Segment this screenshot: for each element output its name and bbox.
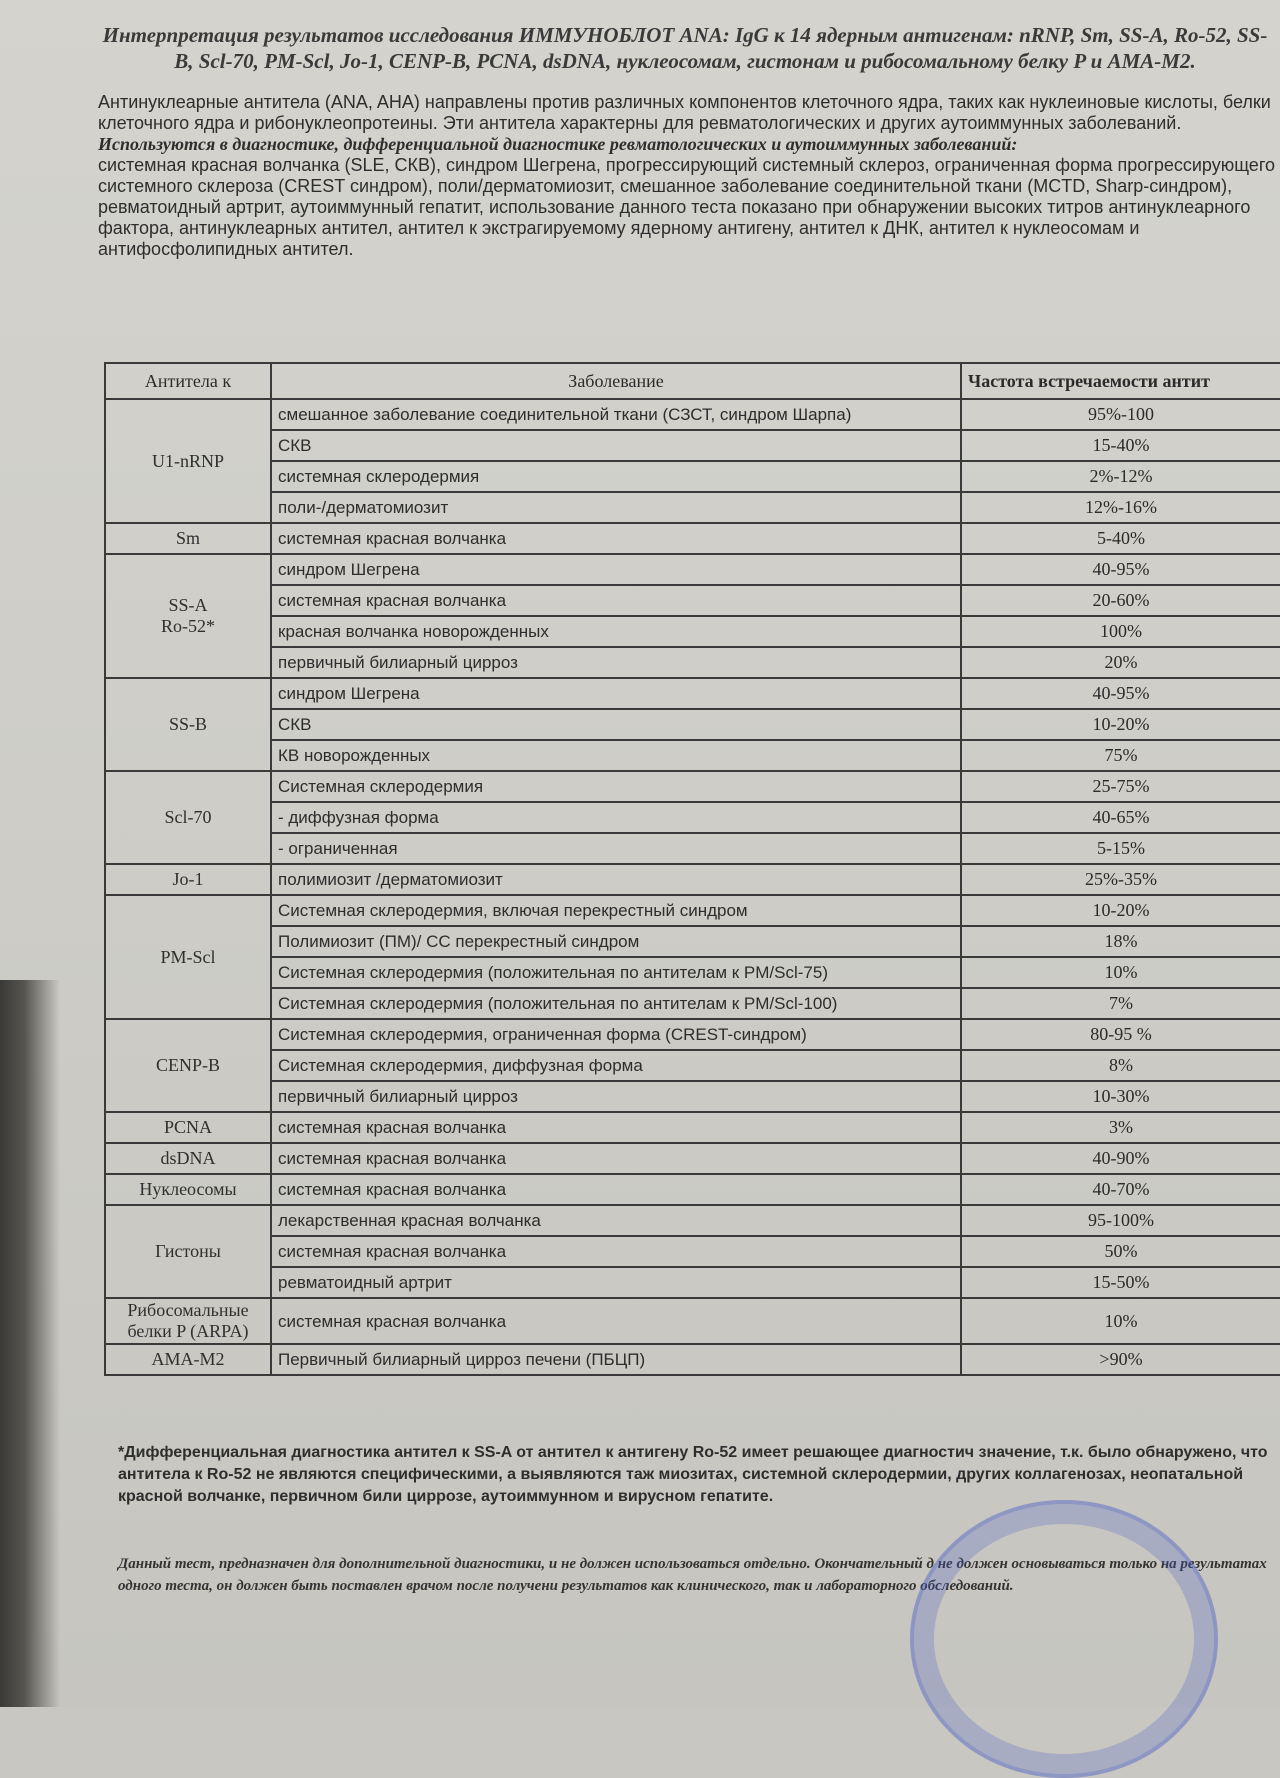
frequency-cell: 5-40% [961,523,1280,554]
disease-cell: Системная склеродермия [271,771,961,802]
disease-cell: системная красная волчанка [271,523,961,554]
antibody-cell: SS-B [105,678,271,771]
table-row [105,1112,1280,1143]
disease-cell: системная красная волчанка [271,585,961,616]
table-row [105,1298,1280,1344]
header-antibody: Антитела к [105,363,271,399]
document-title: Интерпретация результатов исследования ИММУНОБЛОТ ANA: IgG к 14 ядерным антигенам: nRNP, Sm, SS-A, Ro-52, SS-B, Scl-70, PM-Scl, Jo-1, CENP-B, PCNA, dsDNA, нуклеосомам, гистонам и рибосомальному белку P и АМА-М2. [102,23,1268,73]
table-row [105,554,1280,585]
disease-cell: системная красная волчанка [271,1298,961,1344]
table-row [105,1081,1280,1112]
disease-cell: Системная склеродермия (положительная по антителам к PM/Scl-100) [271,988,961,1019]
frequency-cell: 25-75% [961,771,1280,802]
frequency-cell: 95-100% [961,1205,1280,1236]
table-row [105,678,1280,709]
disease-cell: лекарственная красная волчанка [271,1205,961,1236]
disease-cell: Системная склеродермия (положительная по антителам к PM/Scl-75) [271,957,961,988]
table-row [105,430,1280,461]
frequency-cell: 15-40% [961,430,1280,461]
antibody-cell: Sm [105,523,271,554]
table-row [105,802,1280,833]
table-row [105,616,1280,647]
antibody-cell: Рибосомальные белки P (ARPA) [105,1298,271,1344]
frequency-cell: 10-20% [961,895,1280,926]
table-row [105,1143,1280,1174]
table-row [105,1019,1280,1050]
table-row [105,957,1280,988]
disease-cell: системная красная волчанка [271,1112,961,1143]
table-row [105,647,1280,678]
table-row [105,833,1280,864]
frequency-cell: 10-30% [961,1081,1280,1112]
disease-cell: Системная склеродермия, диффузная форма [271,1050,961,1081]
table-header-row [105,363,1280,399]
disease-cell: первичный билиарный цирроз [271,647,961,678]
table-row [105,864,1280,895]
antibody-cell: Jo-1 [105,864,271,895]
table-row [105,709,1280,740]
frequency-cell: 7% [961,988,1280,1019]
disease-cell: поли-/дерматомиозит [271,492,961,523]
table-row [105,1205,1280,1236]
frequency-cell: 75% [961,740,1280,771]
antibody-cell: U1-nRNP [105,399,271,523]
frequency-cell: 15-50% [961,1267,1280,1298]
table-row [105,1267,1280,1298]
disease-cell: системная склеродермия [271,461,961,492]
table-row [105,1344,1280,1375]
frequency-cell: 10% [961,957,1280,988]
disease-cell: СКВ [271,709,961,740]
frequency-cell: 40-95% [961,678,1280,709]
frequency-cell: 40-95% [961,554,1280,585]
disease-cell: Системная склеродермия, ограниченная форма (CREST-синдром) [271,1019,961,1050]
disease-cell: полимиозит /дерматомиозит [271,864,961,895]
antibody-table [104,362,1280,1376]
disease-cell: - диффузная форма [271,802,961,833]
disease-cell: системная красная волчанка [271,1174,961,1205]
header-frequency: Частота встречаемости антит [961,363,1280,399]
table-row [105,1050,1280,1081]
disclaimer-note: Данный тест, предназначен для дополнительной диагностики, и не должен использоваться отдельно. Окончательный д не должен основываться только на результатах одного теста, он должен быть поставлен врачом после получени результатов как клинического, так и лабораторного обследований. [118,1556,1267,1594]
disease-cell: - ограниченная [271,833,961,864]
frequency-cell: 10% [961,1298,1280,1344]
antibody-cell: CENP-B [105,1019,271,1112]
table-row [105,988,1280,1019]
antibody-cell: AMA-M2 [105,1344,271,1375]
table-row [105,740,1280,771]
disease-cell: красная волчанка новорожденных [271,616,961,647]
footnote-text: *Дифференциальная диагностика антител к SS-A от антител к антигену Ro-52 имеет решающее диагностич значение, т.к. было обнаружено, что антитела к Ro-52 не являются специфическими, а выявляются таж миозитах, системной склеродермии, других коллагенозах, неопатальной красной волчанке, первичном били циррозе, аутоиммунном и вирусном гепатите. [118,1444,1268,1505]
disease-cell: смешанное заболевание соединительной ткани (СЗСТ, синдром Шарпа) [271,399,961,430]
disease-cell: синдром Шегрена [271,678,961,709]
antibody-cell: Гистоны [105,1205,271,1298]
frequency-cell: 80-95 % [961,1019,1280,1050]
usage-paragraph: системная красная волчанка (SLE, СКВ), синдром Шегрена, прогрессирующий системный склероз, ограниченная форма прогрессирующего системного склероза (CREST синдром), поли/дерматомиозит, смешанное заболевание соединительной ткани (MCTD, Sharp-синдром), ревматоидный артрит, аутоиммунный гепатит, использование данного теста показано при обнаружении высоких титров антинуклеарного фактора, антинуклеарных антител, антител к экстрагируемому ядерному антигену, антител к ДНК, антител к нуклеосомам и антифосфолипидных антител. [98,155,1275,259]
disease-cell: первичный билиарный цирроз [271,1081,961,1112]
antibody-cell: PM-Scl [105,895,271,1019]
footnote [118,1442,1278,1508]
disease-cell: синдром Шегрена [271,554,961,585]
antibody-cell: dsDNA [105,1143,271,1174]
frequency-cell: 10-20% [961,709,1280,740]
frequency-cell: 40-70% [961,1174,1280,1205]
frequency-cell: 25%-35% [961,864,1280,895]
table-row [105,461,1280,492]
antibody-cell: Нуклеосомы [105,1174,271,1205]
disease-cell: Первичный билиарный цирроз печени (ПБЦП) [271,1344,961,1375]
disease-cell: Полимиозит (ПМ)/ СС перекрестный синдром [271,926,961,957]
frequency-cell: 20-60% [961,585,1280,616]
disease-cell: системная красная волчанка [271,1143,961,1174]
disease-cell: ревматоидный артрит [271,1267,961,1298]
table-row [105,1236,1280,1267]
frequency-cell: 3% [961,1112,1280,1143]
antibody-cell: Scl-70 [105,771,271,864]
header-disease: Заболевание [271,363,961,399]
table-row [105,492,1280,523]
frequency-cell: 95%-100 [961,399,1280,430]
frequency-cell: 12%-16% [961,492,1280,523]
frequency-cell: 5-15% [961,833,1280,864]
table-row [105,895,1280,926]
antibody-cell: SS-A Ro-52* [105,554,271,678]
table-row [105,399,1280,430]
frequency-cell: 20% [961,647,1280,678]
table-row [105,1174,1280,1205]
antibody-cell: PCNA [105,1112,271,1143]
table-row [105,771,1280,802]
disease-cell: СКВ [271,430,961,461]
frequency-cell: 2%-12% [961,461,1280,492]
disease-cell: КВ новорожденных [271,740,961,771]
disease-cell: системная красная волчанка [271,1236,961,1267]
frequency-cell: 40-90% [961,1143,1280,1174]
disease-cell: Системная склеродермия, включая перекрестный синдром [271,895,961,926]
usage-heading: Используются в диагностике, дифференциальной диагностике ревматологических и аутоиммунных заболеваний: [98,134,1018,154]
frequency-cell: 40-65% [961,802,1280,833]
table-row [105,926,1280,957]
intro-section [98,92,1278,260]
table-row [105,585,1280,616]
frequency-cell: 18% [961,926,1280,957]
frequency-cell: 100% [961,616,1280,647]
round-stamp [910,1500,1218,1778]
frequency-cell: 50% [961,1236,1280,1267]
table-row [105,523,1280,554]
frequency-cell: >90% [961,1344,1280,1375]
page-edge-shadow [0,980,60,1707]
table-body [105,399,1280,1375]
frequency-cell: 8% [961,1050,1280,1081]
intro-paragraph: Антинуклеарные антитела (ANA, AHA) направлены против различных компонентов клеточного ядра, таких как нуклеиновые кислоты, белки клеточного ядра и рибонуклеопротеины. Эти антитела характерны для ревматологических и других аутоиммунных заболеваний. [98,92,1271,133]
